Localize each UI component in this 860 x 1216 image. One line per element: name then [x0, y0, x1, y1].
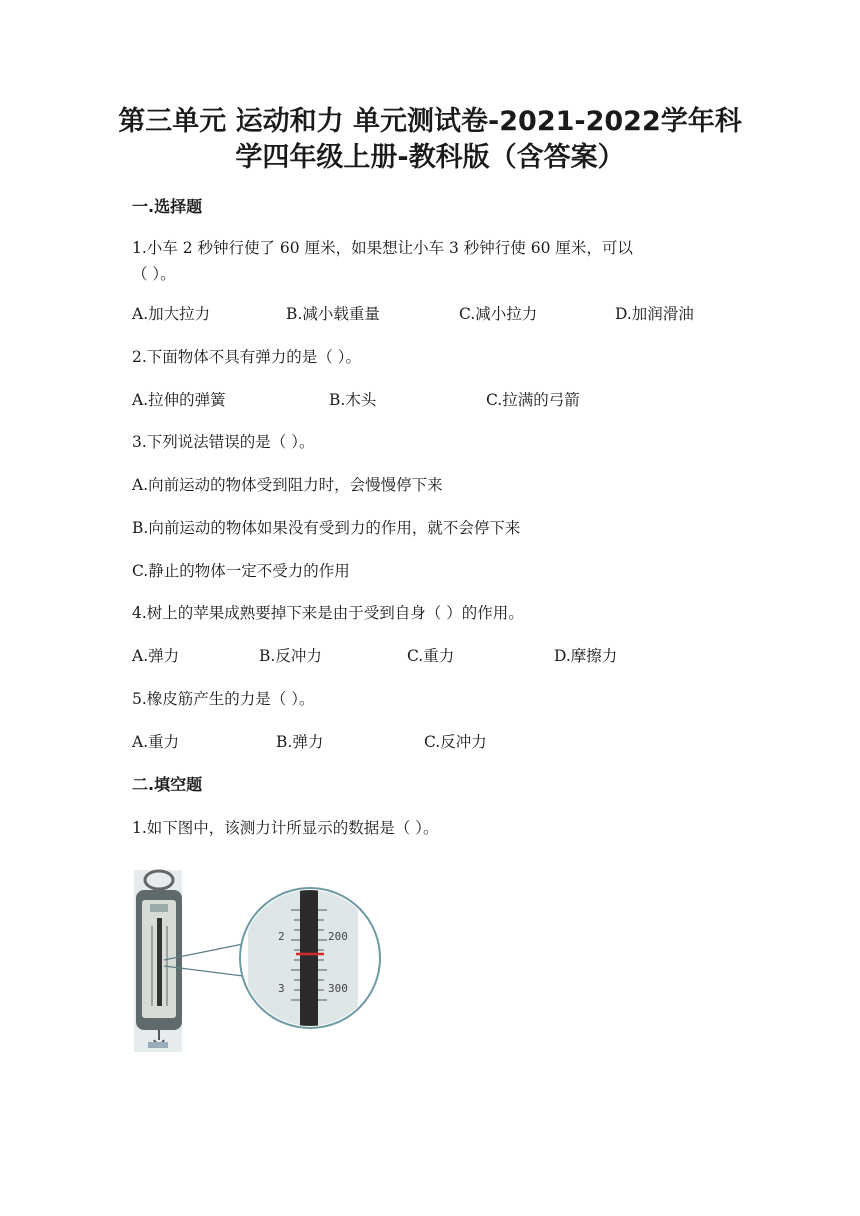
- question-3-option-b: B.向前运动的物体如果没有受到力的作用，就不会停下来: [132, 519, 521, 537]
- question-5: 5.橡皮筋产生的力是（ ）。: [132, 690, 315, 708]
- question-2: 2.下面物体不具有弹力的是（ ）。: [132, 348, 361, 366]
- question-3-option-c: C.静止的物体一定不受力的作用: [132, 562, 350, 580]
- title-line-2: 学四年级上册-教科版（含答案）: [235, 142, 625, 173]
- question-1-option-d: D.加润滑油: [615, 305, 694, 323]
- spring-scale-figure: [128, 866, 398, 1056]
- question-1-line-1: 1.小车 2 秒钟行使了 60 厘米，如果想让小车 3 秒钟行使 60 厘米，可以: [132, 239, 633, 257]
- scale-right-label-200: 200: [328, 930, 348, 943]
- fill-question-1: 1.如下图中，该测力计所显示的数据是（ ）。: [132, 819, 439, 837]
- scale-weight: [148, 1042, 168, 1048]
- section-heading-fill-blank: 二.填空题: [132, 775, 203, 794]
- spring-scale-illustration: [128, 866, 398, 1056]
- question-5-option-a: A.重力: [132, 733, 180, 751]
- question-4-option-c: C.重力: [407, 647, 455, 665]
- question-2-option-c: C.拉满的弓箭: [486, 391, 580, 409]
- scale-left-label-2: 2: [278, 930, 285, 943]
- question-1-line-2: （ ）。: [132, 265, 176, 283]
- scale-label-plate: [150, 904, 168, 912]
- question-1-option-a: A.加大拉力: [132, 305, 211, 323]
- magnified-slot: [300, 890, 318, 1030]
- question-4-option-d: D.摩擦力: [554, 647, 618, 665]
- question-4: 4.树上的苹果成熟要掉下来是由于受到自身（ ）的作用。: [132, 604, 524, 622]
- question-2-option-b: B.木头: [329, 391, 377, 409]
- question-4-option-b: B.反冲力: [259, 647, 322, 665]
- question-3-option-a: A.向前运动的物体受到阻力时，会慢慢停下来: [132, 476, 443, 494]
- question-1-option-c: C.减小拉力: [459, 305, 538, 323]
- scale-slot: [157, 918, 162, 1006]
- scale-right-label-300: 300: [328, 982, 348, 995]
- question-3: 3.下列说法错误的是（ ）。: [132, 433, 315, 451]
- scale-left-label-3: 3: [278, 982, 285, 995]
- question-4-option-a: A.弹力: [132, 647, 180, 665]
- question-1-option-b: B.减小载重量: [286, 305, 380, 323]
- question-2-option-a: A.拉伸的弹簧: [132, 391, 226, 409]
- title-line-1: 第三单元 运动和力 单元测试卷-2021-2022学年科: [118, 106, 742, 137]
- section-heading-choice: 一.选择题: [132, 197, 203, 216]
- question-5-option-c: C.反冲力: [424, 733, 487, 751]
- question-5-option-b: B.弹力: [276, 733, 324, 751]
- document-title: [0, 104, 860, 176]
